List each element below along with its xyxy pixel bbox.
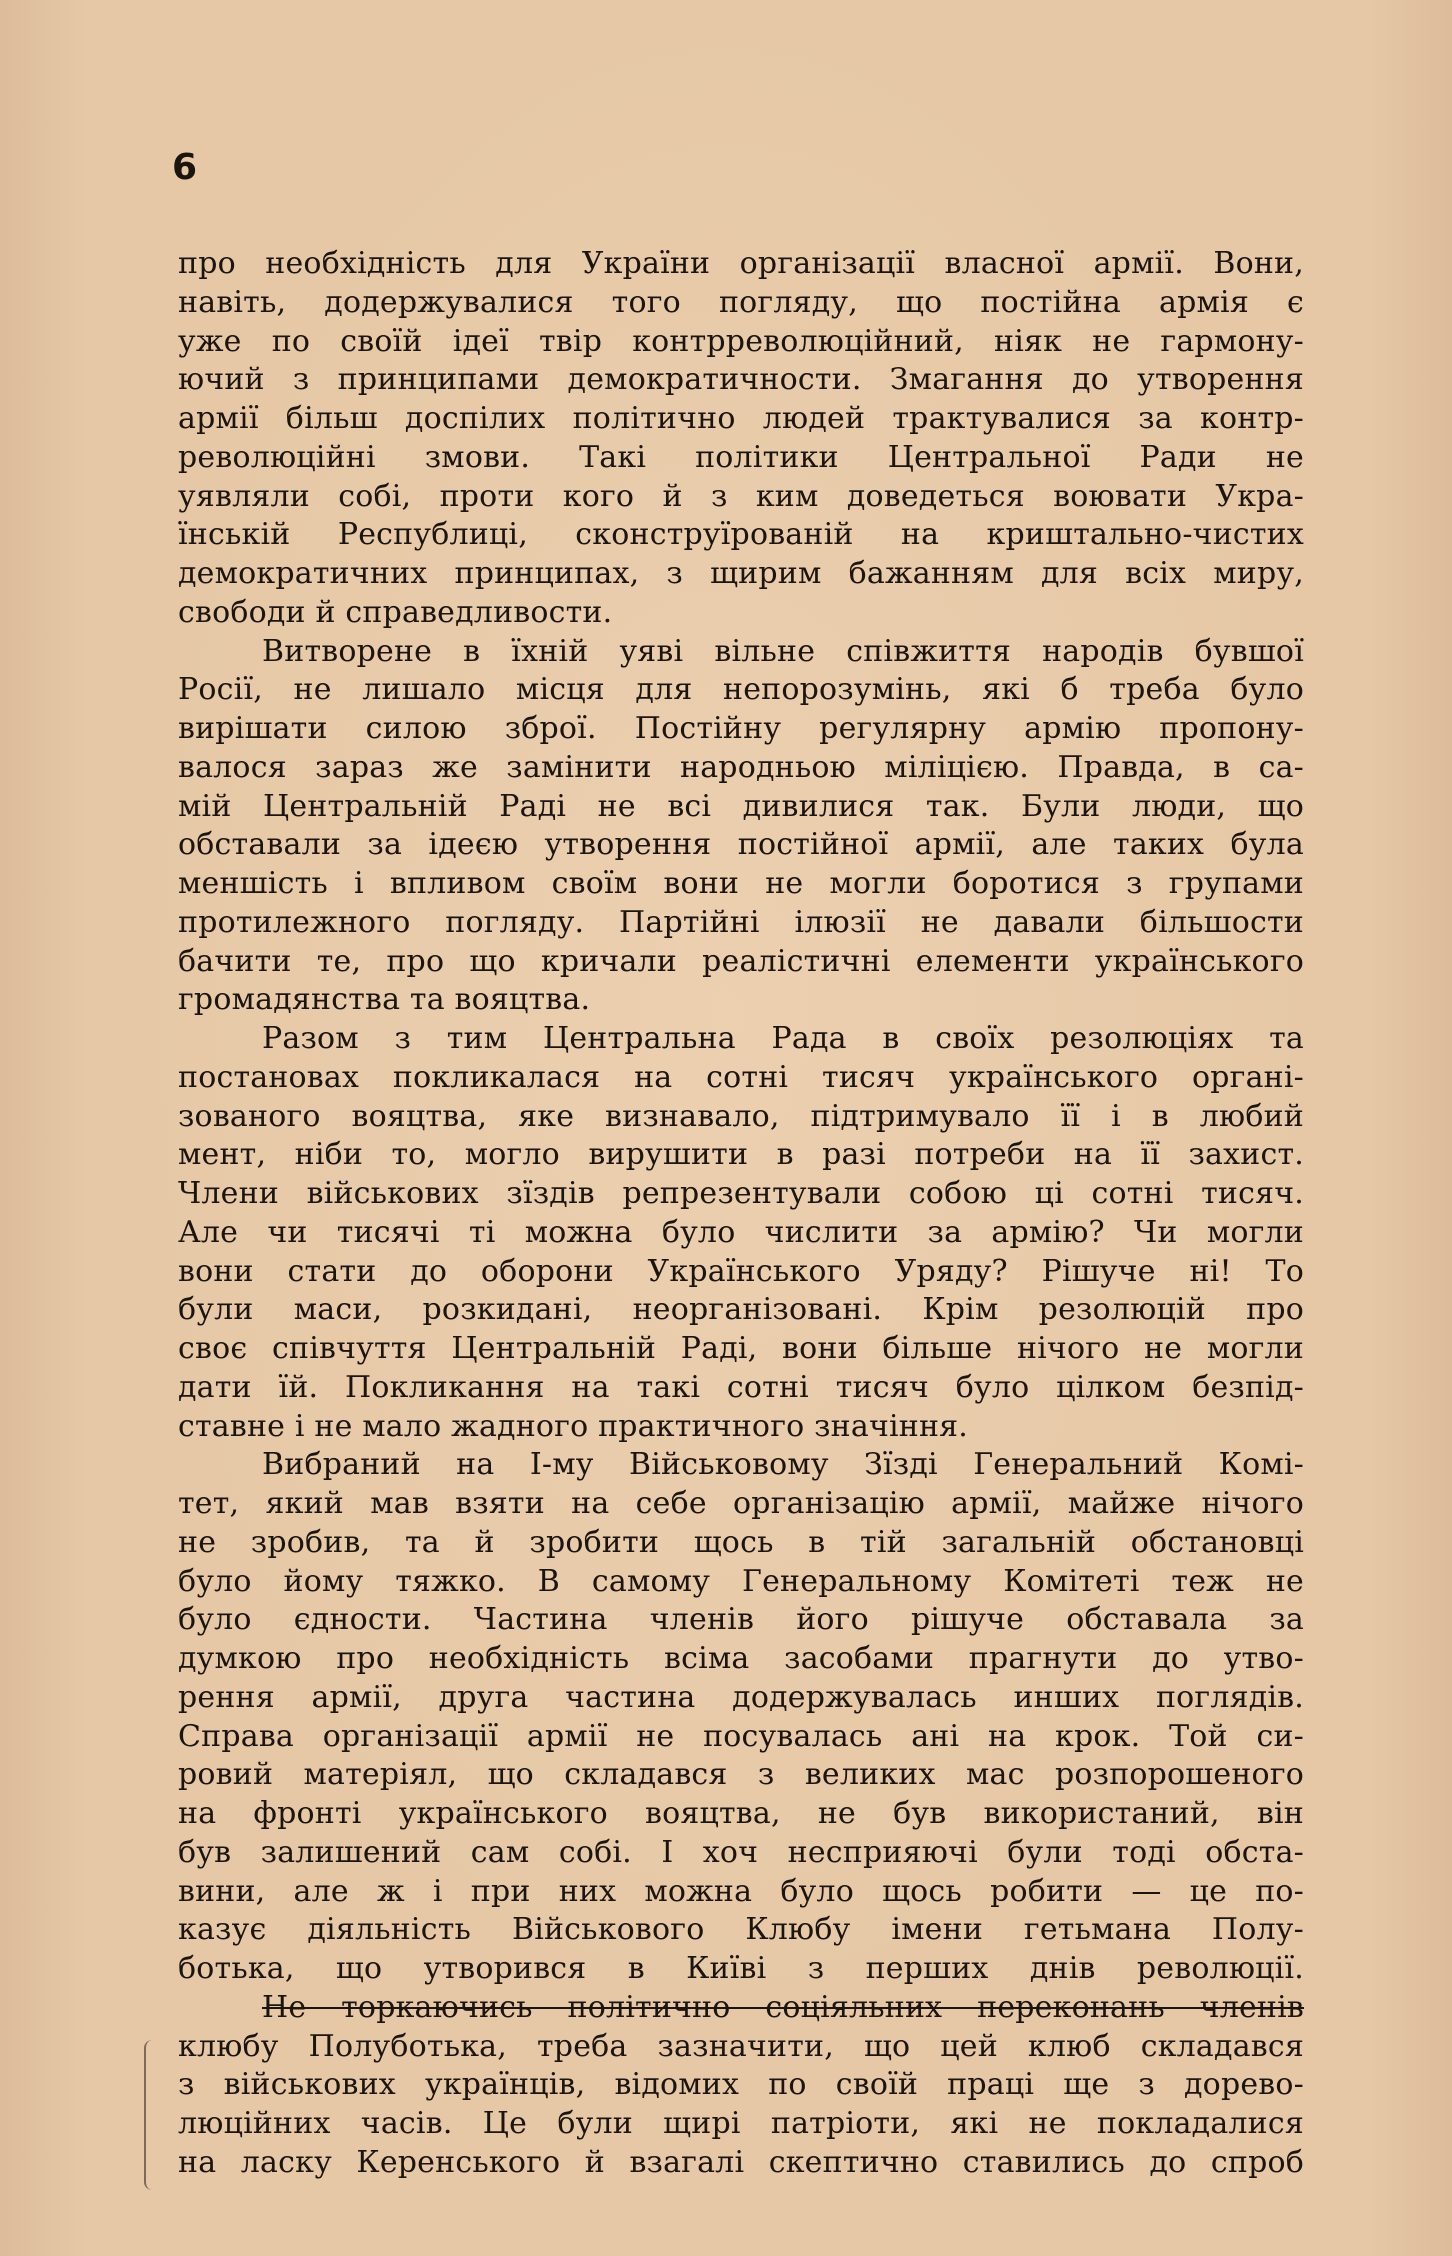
text-line: на фронті українського вояцтва, не був використаний, він <box>178 1796 1304 1831</box>
text-line: люційних часів. Це були щирі патріоти, які не покладалися <box>178 2106 1304 2141</box>
text-line: обставали за ідеєю утворення постійної армії, але таких була <box>178 827 1304 863</box>
text-line: демократичних принципах, з щирим бажанням для всіх миру, <box>178 556 1304 591</box>
text-line: валося зараз же замінити народньою міліцією. Правда, в са- <box>178 749 1304 785</box>
text-line: дати їй. Покликання на такі сотні тисяч було цілком безпід- <box>178 1369 1304 1405</box>
text-line: меншість і впливом своїм вони не могли боротися з групами <box>178 866 1304 901</box>
text-line: з військових українців, відомих по своїй праці ще з дорево- <box>178 2067 1304 2103</box>
text-line: ставне і не мало жадного практичного значіння. <box>178 1408 969 1444</box>
text-line: Витворене в їхній уяві вільне співжиття народів бувшої <box>262 633 1304 669</box>
text-line: мент, ніби то, могло вирушити в разі потреби на її захист. <box>178 1137 1304 1173</box>
text-line: тет, який мав взяти на себе організацію армії, майже нічого <box>178 1486 1304 1521</box>
text-line: було йому тяжко. В самому Генеральному Комітеті теж не <box>178 1563 1304 1599</box>
text-line: мій Центральній Раді не всі дивилися так. Були люди, що <box>178 788 1304 824</box>
text-line: ровий матеріял, що складався з великих мас розпорошеного <box>178 1757 1304 1793</box>
text-line: вини, але ж і при них можна було щось робити — це по- <box>178 1873 1304 1909</box>
text-line: протилежного погляду. Партійні ілюзії не давали більшости <box>178 904 1304 940</box>
text-line: клюбу Полуботька, треба зазначити, що цей клюб складався <box>178 2028 1304 2064</box>
text-line: був залишений сам собі. І хоч несприяючі були тоді обста- <box>178 1834 1304 1870</box>
text-line: бачити те, про що кричали реалістичні елементи українського <box>178 943 1304 979</box>
margin-pencil-mark <box>144 2040 166 2190</box>
text-line: думкою про необхідність всіма засобами прагнути до утво- <box>178 1641 1304 1676</box>
text-line: постановах покликалася на сотні тисяч українського органі- <box>178 1059 1304 1095</box>
body-text <box>178 245 1304 2183</box>
text-line: рення армії, друга частина додержувалась инших поглядів. <box>178 1679 1304 1715</box>
text-line: зованого вояцтва, яке визнавало, підтримувало її і в любий <box>178 1098 1304 1134</box>
text-line: уявляли собі, проти кого й з ким доведеться воювати Укра- <box>178 478 1304 514</box>
text-line: на ласку Керенського й взагалі скептично ставились до спроб <box>178 2144 1304 2180</box>
text-line: їнській Республиці, сконструїрованій на криштально-чистих <box>178 517 1304 553</box>
text-line: Але чи тисячі ті можна було числити за армію? Чи могли <box>178 1214 1304 1250</box>
text-line: було єдности. Частина членів його рішуче обставала за <box>178 1602 1304 1638</box>
text-line: казує діяльність Військового Клюбу імени гетьмана Полу- <box>178 1912 1304 1948</box>
text-line: про необхідність для України організації власної армії. Вони, <box>178 246 1304 281</box>
text-line: вони стати до оборони Українського Уряду? Рішуче ні! То <box>178 1253 1304 1289</box>
text-line: Вибраний на І-му Військовому Зїзді Генеральний Комі- <box>262 1447 1304 1483</box>
text-line: уже по своїй ідеї твір контрреволюційний, ніяк не гармону- <box>178 323 1304 359</box>
text-line: свободи й справедливости. <box>178 594 613 630</box>
text-line: ботька, що утворився в Київі з перших днів революції. <box>178 1951 1304 1986</box>
text-line: революційні змови. Такі політики Центральної Ради не <box>178 439 1304 475</box>
text-line: Не торкаючись політично соціяльних переконань членів <box>262 1989 1304 2025</box>
page-number: 6 <box>172 147 198 188</box>
text-line: своє співчуття Центральній Раді, вони більше нічого не могли <box>178 1331 1304 1366</box>
text-line: навіть, додержувалися того погляду, що постійна армія є <box>178 284 1304 320</box>
text-line: вирішати силою зброї. Постійну регулярну армію пропону- <box>178 711 1304 746</box>
text-line: армії більш доспілих політично людей трактувалися за контр- <box>178 401 1304 436</box>
text-line: не зробив, та й зробити щось в тій загальній обстановці <box>178 1524 1304 1560</box>
text-line: Справа організації армії не посувалась ані на крок. Той си- <box>178 1718 1304 1754</box>
text-line: Разом з тим Центральна Рада в своїх резолюціях та <box>262 1021 1304 1056</box>
text-line: були маси, розкидані, неорганізовані. Крім резолюцій про <box>178 1292 1304 1328</box>
text-line: Росії, не лишало місця для непорозумінь, які б треба було <box>178 672 1304 708</box>
text-line: Члени військових зїздів репрезентували собою ці сотні тисяч. <box>178 1176 1304 1211</box>
text-line: ючий з принципами демократичности. Змагання до утворення <box>178 362 1304 398</box>
text-line: громадянства та вояцтва. <box>178 982 591 1018</box>
